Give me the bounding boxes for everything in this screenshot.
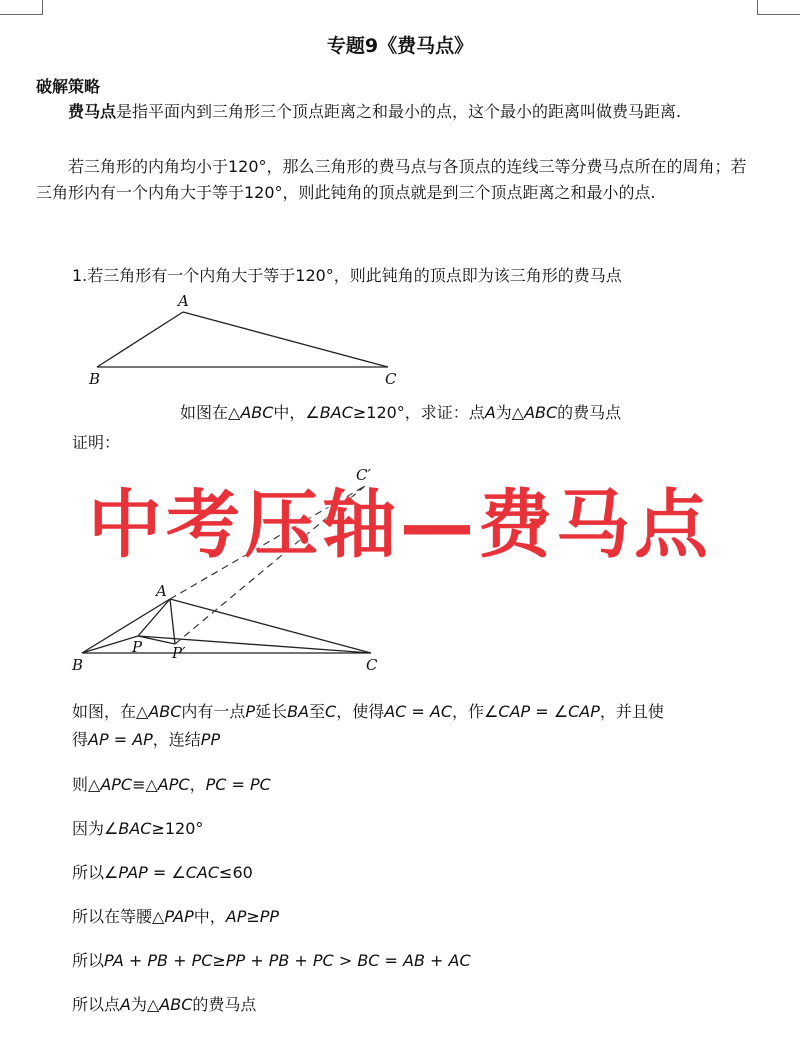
step-var: A — [120, 995, 131, 1014]
step-var: P — [245, 702, 256, 721]
step-text: ≥120° — [151, 819, 204, 838]
step-var: AC — [448, 951, 471, 970]
step-var: AP — [88, 730, 109, 749]
fig2-label-b: B — [72, 656, 84, 674]
proof-label: 证明： — [72, 433, 121, 452]
fig1-label-b: B — [89, 370, 101, 388]
claim-text: 为△ — [495, 403, 525, 422]
step-var: BC — [357, 951, 380, 970]
step-text: > — [333, 951, 358, 970]
step-var: BAC — [118, 819, 152, 838]
step-text: ，并且使 — [599, 702, 664, 721]
step-text: 为△ — [130, 995, 160, 1014]
proof-step-2 — [72, 772, 271, 795]
step-var: PB — [147, 951, 169, 970]
step-text: 则△ — [72, 775, 101, 794]
step-text: 的费马点 — [192, 995, 257, 1014]
rule-paragraph — [36, 154, 762, 206]
step-text: 延长 — [255, 702, 288, 721]
step-var: APC — [100, 775, 133, 794]
step-var: PAP — [164, 907, 194, 926]
step-var: PC — [191, 951, 213, 970]
claim-text: 中，∠ — [273, 403, 320, 422]
step-text: + — [245, 951, 269, 970]
step-var: PC — [249, 775, 271, 794]
step-var: PAP — [118, 863, 148, 882]
step-text: 所以点 — [72, 995, 121, 1014]
step-var: CAP — [498, 702, 531, 721]
fig2-label-c-prime: C′ — [356, 466, 371, 484]
step-var: PP — [225, 951, 246, 970]
step-text: 因为∠ — [72, 819, 119, 838]
step-text: 所以在等腰△ — [72, 907, 165, 926]
rule-text: 若三角形的内角均小于120°，那么三角形的费马点与各顶点的连线三等分费马点所在的周角；若三角形内有一个内角大于等于120°，则此钝角的顶点就是到三个顶点距离之和最小的点. — [36, 157, 747, 202]
step-var: PA — [104, 951, 124, 970]
term-fermat-point: 费马点 — [68, 102, 117, 121]
fig2-side-ac — [170, 599, 371, 653]
step-var: C — [325, 702, 337, 721]
fig2-segment-ap-prime — [170, 599, 175, 644]
claim-var: ABC — [240, 403, 274, 422]
proof-conclusion — [72, 992, 256, 1015]
step-var: AC — [429, 702, 453, 721]
case-1-heading: 1.若三角形有一个内角大于等于120°，则此钝角的顶点即为该三角形的费马点 — [72, 266, 622, 285]
claim-statement — [180, 400, 621, 423]
step-var: AP — [225, 907, 247, 926]
step-var: PP — [200, 730, 221, 749]
fig1-label-c: C — [385, 370, 397, 388]
proof-step-4 — [72, 860, 253, 883]
page-corner-mark-right — [757, 0, 800, 15]
step-text: + — [123, 951, 148, 970]
step-text: 得 — [72, 730, 89, 749]
fig2-label-p-prime: P′ — [172, 644, 186, 662]
step-var: CAC — [185, 863, 220, 882]
step-text: = ∠ — [147, 863, 186, 882]
proof-step-1 — [72, 699, 664, 722]
fig2-side-ab — [82, 599, 170, 653]
step-text: 如图，在△ — [72, 702, 149, 721]
step-text: + — [289, 951, 313, 970]
page-corner-mark-left — [0, 0, 43, 15]
proof-step-6 — [72, 948, 471, 971]
section-heading: 破解策略 — [36, 77, 101, 96]
step-text: = — [108, 730, 133, 749]
claim-var: ABC — [524, 403, 558, 422]
fig1-side-ab — [97, 312, 183, 367]
step-text: 内有一点 — [181, 702, 246, 721]
step-var: AP — [132, 730, 153, 749]
fig2-segment-pb — [82, 636, 138, 653]
proof-step-1-cont — [72, 727, 220, 750]
step-text: 所以 — [72, 951, 105, 970]
step-var: PC — [205, 775, 227, 794]
claim-text: ≥120°，求证：点 — [352, 403, 485, 422]
step-text: ，连结 — [152, 730, 201, 749]
step-text: + — [424, 951, 449, 970]
step-text: + — [168, 951, 192, 970]
step-text: 所以∠ — [72, 863, 119, 882]
step-text: ，使得 — [336, 702, 385, 721]
step-text: = — [226, 775, 250, 794]
fig2-label-p: P — [132, 638, 143, 656]
step-var: PP — [259, 907, 280, 926]
step-var: ABC — [159, 995, 193, 1014]
proof-step-3 — [72, 816, 203, 839]
figure-1-triangle — [0, 290, 800, 390]
step-text: ≥ — [246, 907, 260, 926]
fig2-label-a: A — [156, 582, 167, 600]
step-text: 至 — [309, 702, 326, 721]
step-var: PB — [268, 951, 290, 970]
proof-step-5 — [72, 904, 279, 927]
step-text: ≥ — [212, 951, 226, 970]
fig1-label-a: A — [178, 292, 189, 310]
step-text: = — [379, 951, 404, 970]
fig2-label-c: C — [366, 656, 378, 674]
watermark-banner: 中考压轴—费马点 — [88, 482, 712, 568]
step-text: ≡△ — [132, 775, 158, 794]
step-var: AC — [384, 702, 407, 721]
page-title: 专题9《费马点》 — [326, 35, 474, 57]
step-text: ≤60 — [219, 863, 253, 882]
step-text: ， — [189, 775, 206, 794]
step-var: ABC — [148, 702, 182, 721]
fig2-segment-ap — [138, 599, 170, 636]
step-var: CAP — [568, 702, 600, 721]
step-var: AB — [403, 951, 425, 970]
step-var: APC — [157, 775, 190, 794]
definition-text: 是指平面内到三角形三个顶点距离之和最小的点，这个最小的距离叫做费马距离. — [116, 102, 682, 121]
step-text: ，作∠ — [452, 702, 499, 721]
step-text: = — [406, 702, 430, 721]
claim-var: BAC — [319, 403, 353, 422]
claim-text: 如图在△ — [180, 403, 241, 422]
claim-text: 的费马点 — [557, 403, 622, 422]
claim-var: A — [484, 403, 496, 422]
fig1-side-ac — [183, 312, 388, 367]
step-text: 中， — [193, 907, 226, 926]
definition-paragraph — [36, 99, 762, 125]
step-text: = ∠ — [530, 702, 569, 721]
step-var: PC — [312, 951, 334, 970]
step-var: BA — [287, 702, 310, 721]
